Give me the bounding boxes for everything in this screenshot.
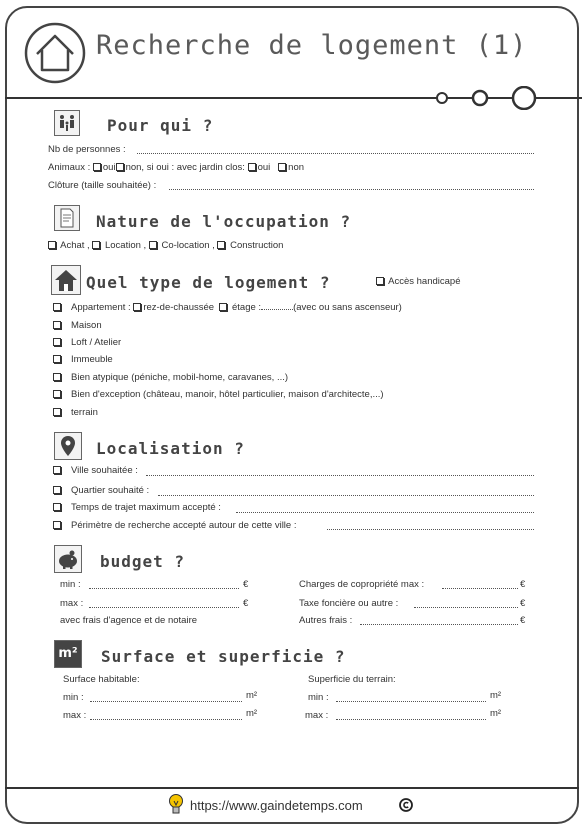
location-checkbox[interactable] — [92, 241, 100, 249]
footer-url[interactable]: https://www.gaindetemps.com — [190, 798, 363, 813]
loft-checkbox[interactable] — [53, 338, 61, 346]
colocation-checkbox[interactable] — [149, 241, 157, 249]
rez-label: rez-de-chaussée — [143, 302, 215, 313]
frais-label: avec frais d'agence et de notaire — [60, 615, 198, 626]
animaux-label: Animaux : — [48, 162, 91, 173]
budget-min-line[interactable] — [89, 588, 239, 589]
location-pin-icon — [54, 432, 82, 460]
section-title-budget: budget ? — [100, 552, 186, 571]
copro-label: Charges de copropriété max : — [299, 579, 425, 590]
terrain-min-line[interactable] — [336, 701, 486, 702]
budget-max-line[interactable] — [89, 607, 239, 608]
perimetre-checkbox[interactable] — [53, 521, 61, 529]
autres-line[interactable] — [360, 624, 518, 625]
section-title-localisation: Localisation ? — [96, 439, 245, 458]
maison-label: Maison — [71, 320, 102, 331]
jardin-oui-checkbox[interactable] — [248, 163, 256, 171]
immeuble-label: Immeuble — [71, 354, 113, 365]
habitable-min-unit: m² — [246, 690, 258, 701]
section-title-pour-qui: Pour qui ? — [107, 116, 214, 135]
animaux-non-label: non, si oui : avec jardin clos: — [125, 162, 245, 173]
area-icon: m² — [54, 640, 82, 668]
contract-icon — [54, 205, 80, 231]
habitable-max-line[interactable] — [90, 719, 242, 720]
title-text: Recherche de logement — [96, 30, 459, 61]
taxe-currency: € — [520, 598, 526, 609]
footer-divider — [5, 787, 579, 789]
cloture-line[interactable] — [169, 189, 534, 190]
perimetre-line[interactable] — [327, 529, 534, 530]
etage-checkbox[interactable] — [219, 303, 227, 311]
animaux-row — [48, 162, 304, 173]
exception-label: Bien d'exception (château, manoir, hôtel particulier, maison d'architecte,...) — [71, 389, 384, 400]
autres-currency: € — [520, 615, 526, 626]
header-divider — [5, 97, 433, 99]
habitable-min-label: min : — [63, 692, 84, 703]
acces-handicape-label: Accès handicapé — [388, 276, 461, 287]
animaux-oui-label: oui — [102, 162, 116, 173]
acces-handicape-checkbox[interactable] — [376, 277, 384, 285]
page-title — [96, 30, 527, 61]
achat-checkbox[interactable] — [48, 241, 56, 249]
habitable-min-line[interactable] — [90, 701, 242, 702]
etage-label: étage : — [232, 302, 262, 313]
budget-min-label: min : — [60, 579, 81, 590]
atypique-checkbox[interactable] — [53, 373, 61, 381]
terrain-min-unit: m² — [490, 690, 502, 701]
immeuble-checkbox[interactable] — [53, 355, 61, 363]
terrain-max-line[interactable] — [336, 719, 486, 720]
section-title-type: Quel type de logement ? — [86, 273, 331, 292]
construction-label: Construction — [230, 240, 284, 251]
piggy-bank-icon — [54, 545, 82, 573]
colocation-label: Co-location , — [161, 240, 215, 251]
title-number: (1) — [475, 30, 528, 61]
decorative-dots — [432, 86, 582, 110]
acces-handicape-row — [376, 276, 460, 287]
trajet-line[interactable] — [236, 512, 534, 513]
family-icon — [54, 110, 80, 136]
terrain-label: terrain — [71, 407, 98, 418]
appartement-label: Appartement : — [71, 302, 131, 313]
autres-label: Autres frais : — [299, 615, 353, 626]
perimetre-label: Périmètre de recherche accepté autour de cette ville : — [71, 520, 297, 531]
quartier-label: Quartier souhaité : — [71, 485, 150, 496]
trajet-checkbox[interactable] — [53, 503, 61, 511]
ville-label: Ville souhaitée : — [71, 465, 138, 476]
terrain-max-unit: m² — [490, 708, 502, 719]
atypique-label: Bien atypique (péniche, mobil-home, caravanes, ...) — [71, 372, 289, 383]
section-title-surface: Surface et superficie ? — [101, 647, 346, 666]
etage-line[interactable] — [261, 309, 293, 310]
terrain-superficie-label: Superficie du terrain: — [308, 674, 396, 685]
ville-checkbox[interactable] — [53, 466, 61, 474]
terrain-min-label: min : — [308, 692, 329, 703]
jardin-non-checkbox[interactable] — [278, 163, 286, 171]
taxe-label: Taxe foncière ou autre : — [299, 598, 399, 609]
construction-checkbox[interactable] — [217, 241, 225, 249]
nb-personnes-label: Nb de personnes : — [48, 144, 126, 155]
habitable-max-label: max : — [63, 710, 87, 721]
copro-currency: € — [520, 579, 526, 590]
rez-checkbox[interactable] — [133, 303, 141, 311]
budget-max-label: max : — [60, 598, 84, 609]
exception-checkbox[interactable] — [53, 390, 61, 398]
jardin-non-label: non — [288, 162, 305, 173]
trajet-label: Temps de trajet maximum accepté : — [71, 502, 221, 513]
appartement-row — [71, 302, 402, 313]
etage-suffix: (avec ou sans ascenseur) — [293, 302, 402, 313]
appartement-checkbox[interactable] — [53, 303, 61, 311]
nature-options — [48, 240, 283, 251]
home-icon — [51, 265, 81, 295]
maison-checkbox[interactable] — [53, 321, 61, 329]
quartier-line[interactable] — [158, 495, 534, 496]
habitable-label: Surface habitable: — [63, 674, 140, 685]
quartier-checkbox[interactable] — [53, 486, 61, 494]
budget-max-currency: € — [243, 598, 249, 609]
habitable-max-unit: m² — [246, 708, 258, 719]
terrain-max-label: max : — [305, 710, 329, 721]
lightbulb-icon — [167, 793, 185, 817]
copro-line[interactable] — [442, 588, 518, 589]
location-label: Location , — [104, 240, 147, 251]
section-title-nature: Nature de l'occupation ? — [96, 212, 352, 231]
achat-label: Achat , — [60, 240, 90, 251]
animaux-oui-checkbox[interactable] — [93, 163, 101, 171]
terrain-checkbox[interactable] — [53, 408, 61, 416]
cloture-label: Clôture (taille souhaitée) : — [48, 180, 157, 191]
nb-personnes-line[interactable] — [137, 153, 534, 154]
loft-label: Loft / Atelier — [71, 337, 122, 348]
taxe-line[interactable] — [414, 607, 518, 608]
house-icon — [20, 20, 90, 84]
ville-line[interactable] — [146, 475, 534, 476]
copyright-icon — [399, 798, 413, 812]
jardin-oui-label: oui — [257, 162, 271, 173]
animaux-non-checkbox[interactable] — [116, 163, 124, 171]
budget-min-currency: € — [243, 579, 249, 590]
